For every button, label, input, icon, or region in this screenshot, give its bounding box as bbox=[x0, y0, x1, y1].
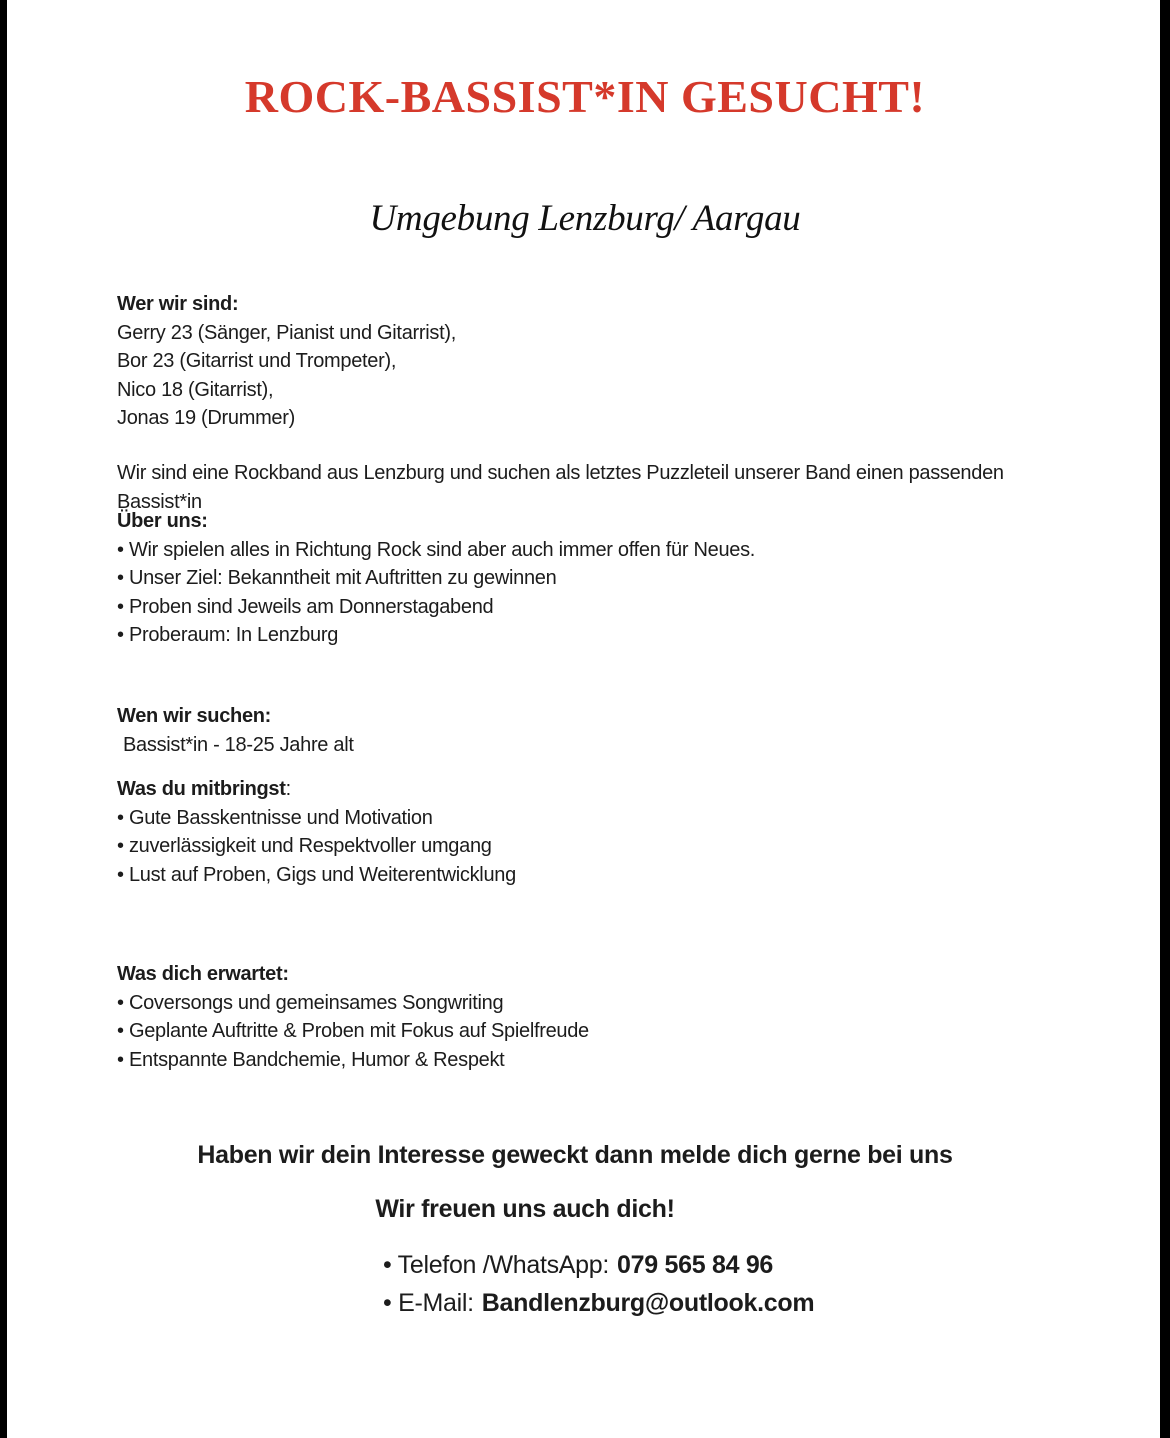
closing-tagline: Wir freuen uns auch dich! bbox=[375, 1195, 675, 1223]
email-address: Bandlenzburg@outlook.com bbox=[481, 1289, 815, 1317]
who-heading: Wer wir sind: bbox=[117, 293, 239, 315]
seeking-heading: Wen wir suchen: bbox=[117, 705, 272, 727]
section-about-us bbox=[117, 507, 1080, 650]
section-what-awaits-you bbox=[117, 960, 1080, 1074]
intro-paragraph: Wir sind eine Rockband aus Lenzburg und suchen als letztes Puzzleteil unserer Band einen passenden Bassist*in bbox=[117, 462, 1004, 513]
bullet-line: • Lust auf Proben, Gigs und Weiterentwicklung bbox=[117, 863, 516, 886]
page-subtitle: Umgebung Lenzburg/ Aargau bbox=[369, 198, 801, 239]
bullet-line: • Entspannte Bandchemie, Humor & Respekt bbox=[117, 1048, 505, 1071]
bullet-line: • Wir spielen alles in Richtung Rock sind aber auch immer offen für Neues. bbox=[117, 538, 756, 561]
bullet-line: • Geplante Auftritte & Proben mit Fokus auf Spielfreude bbox=[117, 1020, 589, 1042]
email-line bbox=[383, 1284, 814, 1322]
section-who-we-are bbox=[117, 290, 1080, 433]
bullet-line: • zuverlässigkeit und Respektvoller umgang bbox=[117, 835, 492, 857]
bullet-line: • Unser Ziel: Bekanntheit mit Auftritten zu gewinnen bbox=[117, 567, 557, 589]
bring-heading bbox=[117, 775, 1080, 804]
bring-heading-colon: : bbox=[285, 778, 291, 800]
phone-line bbox=[383, 1246, 814, 1284]
bring-heading-text: Was du mitbringst bbox=[117, 778, 286, 800]
expect-heading: Was dich erwartet: bbox=[117, 963, 289, 985]
about-heading: Über uns: bbox=[117, 510, 208, 532]
bullet-line: • Proben sind Jeweils am Donnerstagabend bbox=[117, 595, 494, 618]
section-who-we-seek bbox=[117, 702, 1080, 759]
closing-call-to-action: Haben wir dein Interesse geweckt dann melde dich gerne bei uns bbox=[197, 1141, 953, 1169]
member-line: Bor 23 (Gitarrist und Trompeter), bbox=[117, 350, 397, 372]
page-title: ROCK-BASSIST*IN GESUCHT! bbox=[244, 71, 926, 122]
bullet-line: • Proberaum: In Lenzburg bbox=[117, 624, 339, 646]
bullet-line: • Coversongs und gemeinsames Songwriting bbox=[117, 991, 504, 1014]
member-line: Gerry 23 (Sänger, Pianist und Gitarrist), bbox=[117, 321, 456, 344]
section-what-you-bring bbox=[117, 775, 1080, 889]
contact-block bbox=[383, 1246, 814, 1322]
email-label: • E-Mail: bbox=[383, 1289, 474, 1317]
member-line: Jonas 19 (Drummer) bbox=[117, 407, 295, 429]
phone-label: • Telefon /WhatsApp: bbox=[383, 1251, 610, 1279]
seeking-line: Bassist*in - 18-25 Jahre alt bbox=[123, 733, 354, 756]
member-line: Nico 18 (Gitarrist), bbox=[117, 378, 274, 401]
bullet-line: • Gute Basskentnisse und Motivation bbox=[117, 806, 433, 829]
phone-number: 079 565 84 96 bbox=[617, 1251, 774, 1279]
